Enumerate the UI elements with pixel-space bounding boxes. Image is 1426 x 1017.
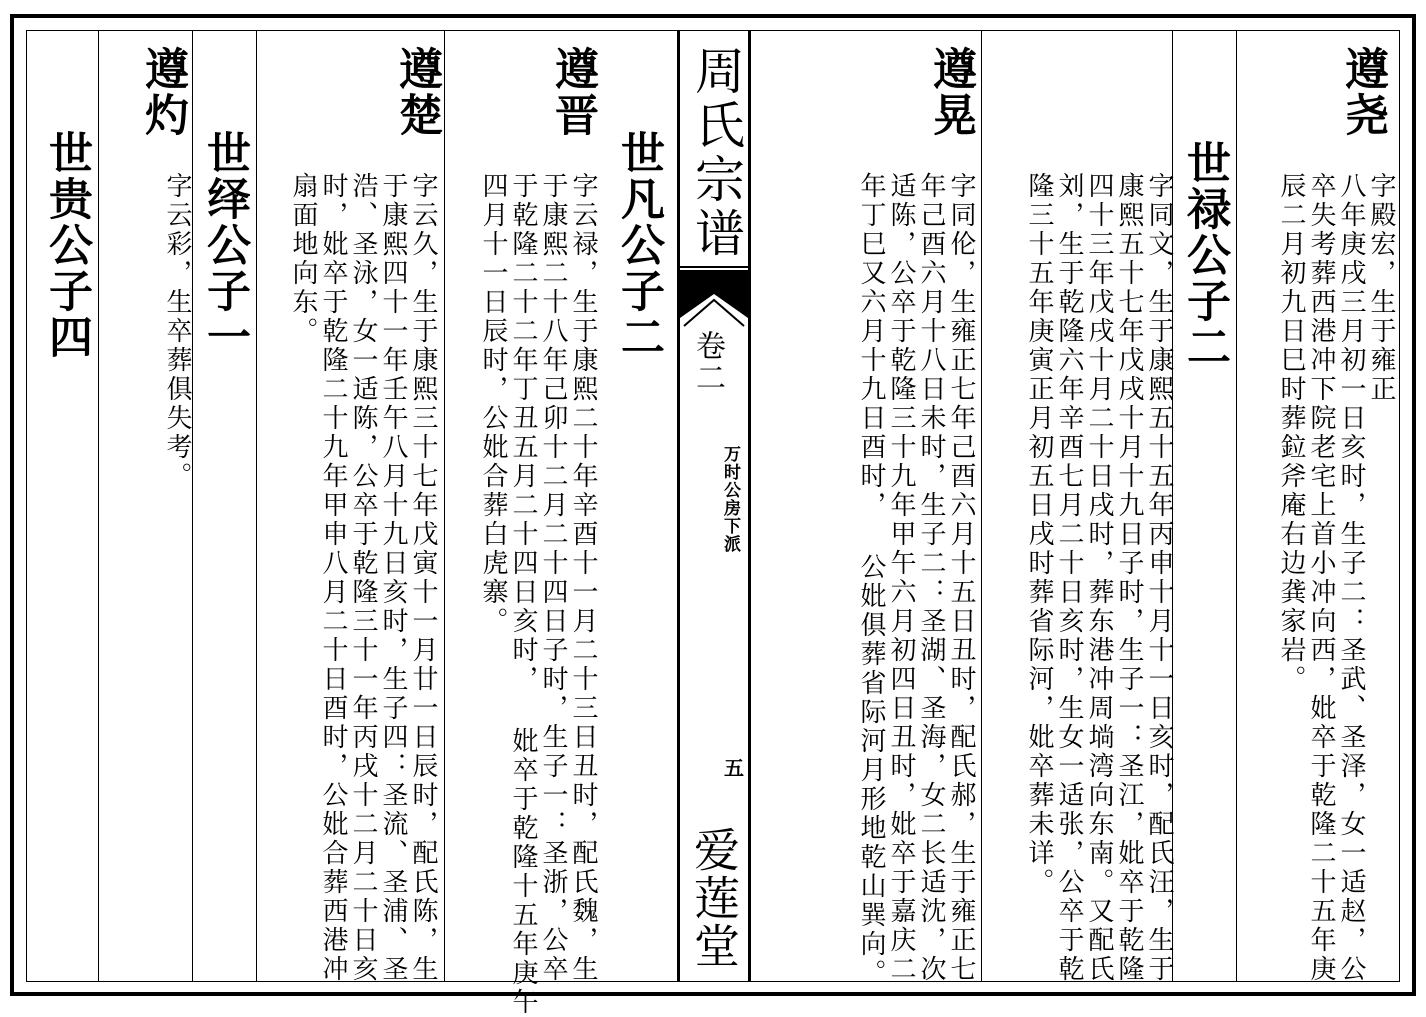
text-line: 刘，生于乾隆六年辛酉七月二十日亥时，生女一适张，公卒于乾 bbox=[1054, 172, 1084, 984]
entry-name-zunzhuo: 遵灼 bbox=[137, 46, 188, 138]
entry-text-zunjin bbox=[478, 172, 598, 1017]
text-line: 于康熙四十一年壬午八月十九日亥时，生子四：圣流、圣浦、圣 bbox=[378, 172, 408, 984]
entry-name-zunjin: 遵晋 bbox=[547, 46, 598, 138]
column-divider bbox=[256, 30, 257, 982]
text-line: 字云久，生于康熙三十七年戊寅十一月廿一日辰时，配氏陈，生 bbox=[408, 172, 438, 984]
column-divider bbox=[192, 30, 193, 982]
entry-text-zunchu bbox=[288, 172, 438, 984]
text-line: 年己酉六月十八日未时，生子二：圣湖、圣海，女二长适沈，次 bbox=[916, 172, 946, 984]
column-divider bbox=[1236, 30, 1237, 982]
text-line: 适陈，公卒于乾隆三十九年甲午六月初四日丑时，妣卒于嘉庆二 bbox=[886, 172, 916, 984]
generation-heading-shiyi: 世绎公子一 bbox=[199, 130, 250, 360]
text-line: 字同文，生于康熙五十五年丙申十月十一日亥时，配氏汪，生于 bbox=[1144, 172, 1174, 984]
entry-name-zunyao: 遵尧 bbox=[1337, 46, 1388, 138]
hall-name: 爱莲堂 bbox=[687, 826, 741, 970]
generation-heading-shifan: 世凡公子二 bbox=[613, 130, 664, 360]
text-line: 扇面地向东。 bbox=[288, 172, 318, 346]
text-line: 于康熙二十八年己卯十二月二十四日子时，生子一：圣浙，公卒 bbox=[538, 172, 568, 984]
entry-text-zunhuang bbox=[856, 172, 976, 988]
spine-rule bbox=[680, 266, 748, 268]
column-divider bbox=[444, 30, 445, 982]
entry-text-zunyao bbox=[1276, 172, 1396, 984]
entry-name-zunhuang: 遵晃 bbox=[925, 46, 976, 138]
text-line: 隆三十五年庚寅正月初五日戌时葬省际河，妣卒葬未详。 bbox=[1024, 172, 1054, 897]
branch-label: 万时公房下派 bbox=[720, 445, 740, 553]
text-line: 字云禄，生于康熙二十年辛酉十一月二十三日丑时，配氏魏，生 bbox=[568, 172, 598, 984]
text-line: 四月十一日辰时，公妣合葬白虎寨。 bbox=[478, 172, 508, 636]
genealogy-title: 周氏宗谱 bbox=[687, 44, 745, 261]
text-line: 字云彩，生卒葬俱失考。 bbox=[162, 172, 192, 491]
generation-heading-shilu: 世禄公子二 bbox=[1179, 140, 1230, 370]
entry-text-zunzhuo bbox=[162, 172, 192, 972]
column-divider bbox=[981, 30, 982, 982]
text-line: 四十三年戊戌十月二十日戌时，葬东港冲周埫湾向东南。又配氏 bbox=[1084, 172, 1114, 984]
entry-text-unnamed bbox=[1024, 172, 1174, 984]
text-line: 字同伦，生雍正七年己酉六月十五日丑时，配氏郝，生于雍正七 bbox=[946, 172, 976, 984]
text-line: 于乾隆二十二年丁丑五月二十四日亥时， 妣卒于乾隆十五年庚午 bbox=[508, 172, 538, 1017]
text-line: 康熙五十七年戊戌十月十九日子时，生子一：圣江，妣卒于乾隆 bbox=[1114, 172, 1144, 984]
text-line: 浩、圣泳，女一适陈，公卒于乾隆三十一年丙戌十二月二十日亥 bbox=[348, 172, 378, 984]
text-line: 卒失考葬西港冲下院老宅上首小冲向西，妣卒于乾隆二十五年庚 bbox=[1306, 172, 1336, 984]
text-line: 八年庚戌三月初一日亥时，生子二：圣武、圣泽，女一适赵，公 bbox=[1336, 172, 1366, 984]
page-number: 五 bbox=[724, 756, 744, 780]
volume-label: 卷二 bbox=[690, 330, 725, 394]
text-line: 年丁巳又六月十九日酉时， 公妣俱葬省际河月形地乾山巽向。 bbox=[856, 172, 886, 988]
text-line: 时，妣卒于乾隆二十九年甲申八月二十日酉时，公妣合葬西港冲 bbox=[318, 172, 348, 984]
spine-border-right bbox=[748, 30, 751, 982]
entry-name-zunchu: 遵楚 bbox=[391, 46, 442, 138]
generation-heading-shigui: 世贵公子四 bbox=[41, 130, 92, 360]
text-line: 字殿宏，生于雍正 bbox=[1366, 172, 1396, 404]
fishtail-ornament-icon bbox=[680, 270, 748, 332]
column-divider bbox=[98, 30, 99, 982]
text-line: 辰二月初九日巳时葬鉝斧庵右边龚家岩。 bbox=[1276, 172, 1306, 694]
